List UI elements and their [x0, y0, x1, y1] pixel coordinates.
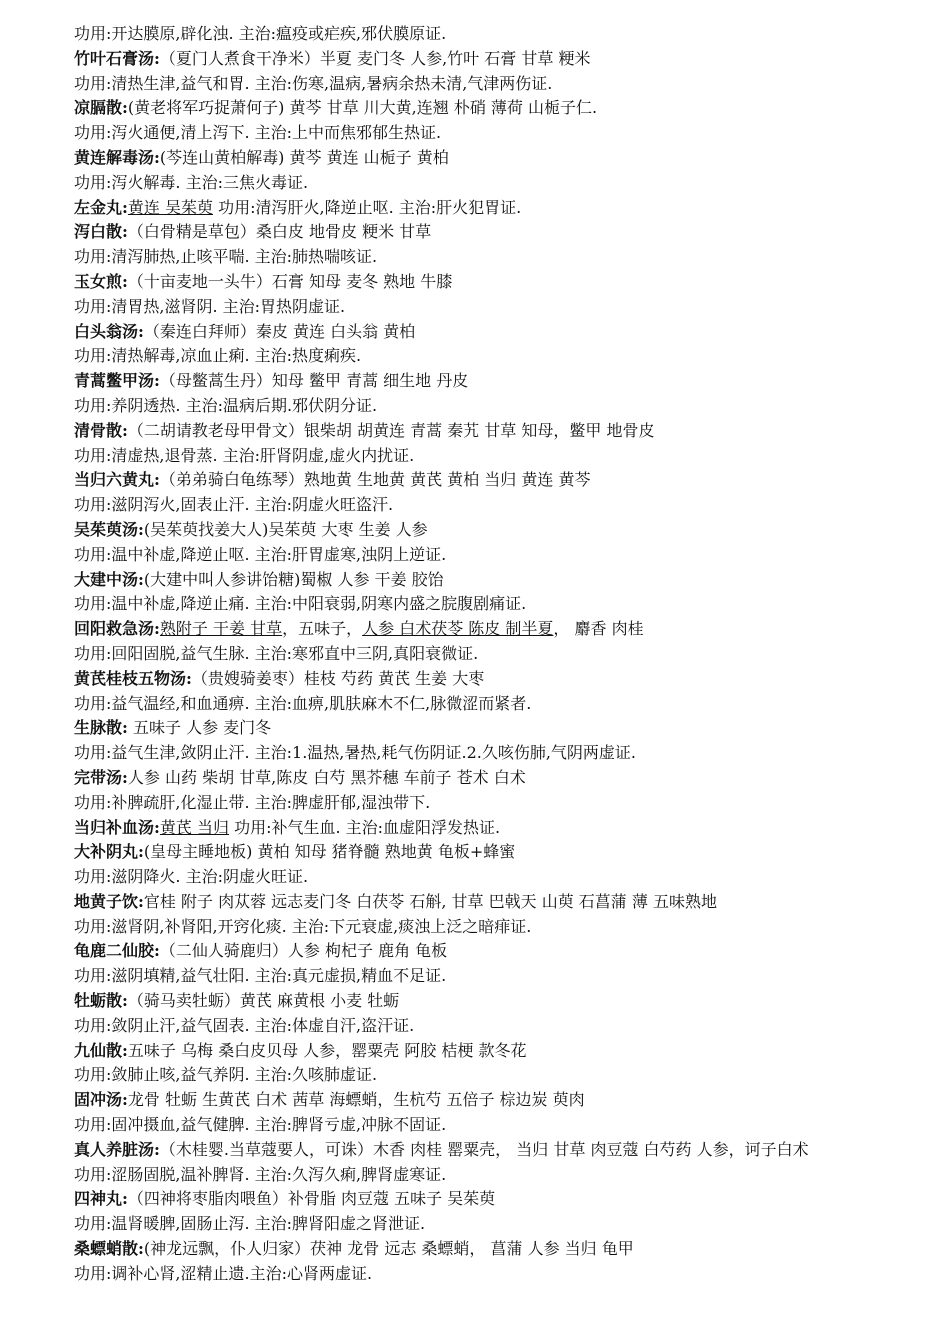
formula-title: 桑螵蛸散: — [74, 1239, 144, 1259]
line-text: 龙骨 牡蛎 生黄芪 白术 茜草 海螵蛸，生杭芍 五倍子 棕边炭 萸肉 — [127, 1090, 585, 1110]
line-text: 功用:滋肾阴,补肾阳,开窍化痰. 主治:下元衰虚,痰浊上泛之暗痱证. — [74, 916, 532, 936]
text-line — [74, 72, 894, 97]
line-text: （二仙人骑鹿归）人参 枸杞子 鹿角 龟板 — [159, 941, 448, 961]
text-line — [74, 890, 894, 915]
line-text: （木桂婴.当草蔻要人，可诛）木香 肉桂 罂粟壳， 当归 甘草 肉豆蔻 白芍药 人参，诃子白术 — [159, 1139, 809, 1159]
line-text: (芩连山黄柏解毒) 黄芩 黄连 山栀子 黄柏 — [159, 147, 449, 167]
text-line — [74, 1039, 894, 1064]
text-line — [74, 295, 894, 320]
text-line — [74, 766, 894, 791]
formula-title: 真人养脏汤: — [74, 1139, 160, 1159]
formula-title: 大补阴丸: — [74, 842, 144, 862]
underlined-herbs: 黄连 吴茱萸 — [127, 197, 214, 217]
line-text: （贵嫂骑姜枣）桂枝 芍药 黄芪 生姜 大枣 — [191, 668, 485, 688]
text-line — [74, 146, 894, 171]
text-line — [74, 419, 894, 444]
text-line — [74, 989, 894, 1014]
underlined-herbs: 熟附子 干姜 甘草 — [159, 619, 283, 639]
formula-title: 当归六黄丸: — [74, 470, 160, 490]
line-text: 功用:温肾暖脾,固肠止泻. 主治:脾肾阳虚之肾泄证. — [74, 1214, 426, 1234]
formula-title: 九仙散: — [74, 1040, 128, 1060]
line-text: （弟弟骑白龟练琴）熟地黄 生地黄 黄芪 黄柏 当归 黄连 黄芩 — [159, 470, 591, 490]
line-text: 功用:清胃热,滋肾阴. 主治:胃热阴虚证. — [74, 296, 346, 316]
text-line — [74, 1187, 894, 1212]
line-text: （夏门人煮食干净米）半夏 麦门冬 人参,竹叶 石膏 甘草 粳米 — [159, 48, 591, 68]
line-text: 功用:补脾疏肝,化湿止带. 主治:脾虚肝郁,湿浊带下. — [74, 792, 431, 812]
text-line — [74, 220, 894, 245]
text-line — [74, 344, 894, 369]
text-line — [74, 716, 894, 741]
formula-title: 白头翁汤: — [74, 321, 144, 341]
line-text: 功用:涩肠固脱,温补脾肾. 主治:久泻久痢,脾肾虚寒证. — [74, 1164, 447, 1184]
text-line — [74, 22, 894, 47]
text-line — [74, 1113, 894, 1138]
text-line — [74, 592, 894, 617]
formula-title: 固冲汤: — [74, 1090, 128, 1110]
line-text: 功用:清热解毒,凉血止痢. 主治:热度痢疾. — [74, 346, 362, 366]
text-line — [74, 1088, 894, 1113]
formula-title: 黄芪桂枝五物汤: — [74, 668, 192, 688]
text-line — [74, 1014, 894, 1039]
text-line — [74, 642, 894, 667]
formula-title: 竹叶石膏汤: — [74, 48, 160, 68]
text-line — [74, 1262, 894, 1287]
formula-title: 回阳救急汤: — [74, 619, 160, 639]
formula-title: 四神丸: — [74, 1189, 128, 1209]
line-text: 功用:泻火通便,清上泻下. 主治:上中而焦邪郁生热证. — [74, 123, 442, 143]
line-text: 功用:清热生津,益气和胃. 主治:伤寒,温病,暑病余热未清,气津两伤证. — [74, 73, 553, 93]
text-line — [74, 196, 894, 221]
line-text: 功用:温中补虚,降逆止呕. 主治:肝胃虚寒,浊阴上逆证. — [74, 544, 447, 564]
line-text: 功用:益气生津,敛阴止汗. 主治:1.温热,暑热,耗气伤阴证.2.久咳伤肺,气阴两虚证. — [74, 743, 637, 763]
text-line — [74, 468, 894, 493]
text-line — [74, 816, 894, 841]
line-text: 功用:温中补虚,降逆止痛. 主治:中阳衰弱,阴寒内盛之脘腹剧痛证. — [74, 594, 527, 614]
line-text: 功用:清虚热,退骨蒸. 主治:肝肾阴虚,虚火内扰证. — [74, 445, 415, 465]
line-text: (神龙远飘，仆人归家）茯神 龙骨 远志 桑螵蛸， 菖蒲 人参 当归 龟甲 — [143, 1239, 634, 1259]
formula-title: 凉膈散: — [74, 98, 128, 118]
document-body — [74, 22, 894, 1287]
text-line — [74, 939, 894, 964]
line-text: (大建中叫人参讲饴糖)蜀椒 人参 干姜 胶饴 — [143, 569, 444, 589]
formula-title: 青蒿鳖甲汤: — [74, 371, 160, 391]
text-line — [74, 1163, 894, 1188]
line-text: （骑马卖牡蛎）黄芪 麻黄根 小麦 牡蛎 — [127, 991, 400, 1011]
line-text: ，五味子， — [282, 619, 363, 639]
text-line — [74, 493, 894, 518]
formula-title: 生脉散: — [74, 718, 128, 738]
formula-title: 完带汤: — [74, 767, 128, 787]
text-line — [74, 1237, 894, 1262]
line-text: 功用:清泻肝火,降逆止呕. 主治:肝火犯胃证. — [213, 197, 522, 217]
text-line — [74, 171, 894, 196]
underlined-herbs: 黄芪 当归 — [159, 817, 230, 837]
line-text: 功用:滋阴泻火,固表止汗. 主治:阴虚火旺盗汗. — [74, 495, 394, 515]
text-line — [74, 791, 894, 816]
text-line — [74, 320, 894, 345]
line-text: 功用:敛肺止咳,益气养阴. 主治:久咳肺虚证. — [74, 1065, 378, 1085]
text-line — [74, 1212, 894, 1237]
line-text: 功用:固冲摄血,益气健脾. 主治:脾肾亏虚,冲脉不固证. — [74, 1115, 447, 1135]
text-line — [74, 667, 894, 692]
text-line — [74, 270, 894, 295]
formula-title: 左金丸: — [74, 197, 128, 217]
line-text: （四神将枣脂肉喂鱼）补骨脂 肉豆蔻 五味子 吴茱萸 — [127, 1189, 496, 1209]
text-line — [74, 692, 894, 717]
text-line — [74, 915, 894, 940]
formula-title: 地黄子饮: — [74, 891, 144, 911]
line-text: 功用:回阳固脱,益气生脉. 主治:寒邪直中三阴,真阳衰微证. — [74, 643, 479, 663]
line-text: 功用:调补心肾,涩精止遗.主治:心肾两虚证. — [74, 1263, 373, 1283]
line-text: 功用:益气温经,和血通痹. 主治:血痹,肌肤麻木不仁,脉微涩而紧者. — [74, 693, 532, 713]
text-line — [74, 369, 894, 394]
line-text: （十亩麦地一头牛）石膏 知母 麦冬 熟地 牛膝 — [127, 271, 453, 291]
line-text: （母鳖蒿生丹）知母 鳖甲 青蒿 细生地 丹皮 — [159, 371, 469, 391]
formula-title: 龟鹿二仙胶: — [74, 941, 160, 961]
line-text: （白骨精是草包）桑白皮 地骨皮 粳米 甘草 — [127, 222, 432, 242]
line-text: (吴茱萸找姜大人)吴茱萸 大枣 生姜 人参 — [143, 519, 428, 539]
text-line — [74, 840, 894, 865]
formula-title: 牡蛎散: — [74, 991, 128, 1011]
line-text: 五味子 乌梅 桑白皮贝母 人参，罂粟壳 阿胶 桔梗 款冬花 — [127, 1040, 527, 1060]
formula-title: 当归补血汤: — [74, 817, 160, 837]
line-text: 功用:开达膜原,辟化浊. 主治:瘟疫或疟疾,邪伏膜原证. — [74, 24, 447, 43]
text-line — [74, 245, 894, 270]
line-text: 功用:滋阴填精,益气壮阳. 主治:真元虚损,精血不足证. — [74, 966, 447, 986]
text-line — [74, 964, 894, 989]
text-line — [74, 47, 894, 72]
text-line — [74, 543, 894, 568]
formula-title: 吴茱萸汤: — [74, 519, 144, 539]
line-text: 功用:泻火解毒. 主治:三焦火毒证. — [74, 172, 309, 192]
text-line — [74, 568, 894, 593]
text-line — [74, 394, 894, 419]
line-text: ， 麝香 肉桂 — [553, 619, 644, 639]
formula-title: 黄连解毒汤: — [74, 147, 160, 167]
text-line — [74, 1063, 894, 1088]
line-text: (黄老将军巧捉萧何子) 黄芩 甘草 川大黄,连翘 朴硝 薄荷 山栀子仁. — [127, 98, 598, 118]
text-line — [74, 1138, 894, 1163]
line-text: 功用:清泻肺热,止咳平喘. 主治:肺热喘咳证. — [74, 247, 378, 267]
line-text: 功用:滋阴降火. 主治:阴虚火旺证. — [74, 867, 309, 887]
formula-title: 玉女煎: — [74, 271, 128, 291]
line-text: (皇母主睡地板) 黄柏 知母 猪脊髓 熟地黄 龟板+蜂蜜 — [143, 842, 516, 862]
line-text: 功用:敛阴止汗,益气固表. 主治:体虚自汗,盗汗证. — [74, 1015, 415, 1035]
line-text: 功用:补气生血. 主治:血虚阳浮发热证. — [229, 817, 501, 837]
formula-title: 泻白散: — [74, 222, 128, 242]
text-line — [74, 96, 894, 121]
text-line — [74, 121, 894, 146]
line-text: （二胡请教老母甲骨文）银柴胡 胡黄连 青蒿 秦艽 甘草 知母，鳖甲 地骨皮 — [127, 420, 655, 440]
line-text: 功用:养阴透热. 主治:温病后期.邪伏阴分证. — [74, 395, 378, 415]
formula-title: 大建中汤: — [74, 569, 144, 589]
line-text: 官桂 附子 肉苁蓉 远志麦门冬 白茯苓 石斛, 甘草 巴戟天 山萸 石菖蒲 薄 五味熟地 — [143, 891, 717, 911]
text-line — [74, 444, 894, 469]
line-text: （秦连白拜师）秦皮 黄连 白头翁 黄柏 — [143, 321, 416, 341]
line-text: 人参 山药 柴胡 甘草,陈皮 白芍 黑芥穗 车前子 苍术 白术 — [127, 767, 526, 787]
text-line — [74, 518, 894, 543]
line-text: 五味子 人参 麦门冬 — [127, 718, 272, 738]
text-line — [74, 741, 894, 766]
text-line — [74, 617, 894, 642]
text-line — [74, 865, 894, 890]
underlined-herbs: 人参 白术茯苓 陈皮 制半夏 — [362, 619, 554, 639]
formula-title: 清骨散: — [74, 420, 128, 440]
